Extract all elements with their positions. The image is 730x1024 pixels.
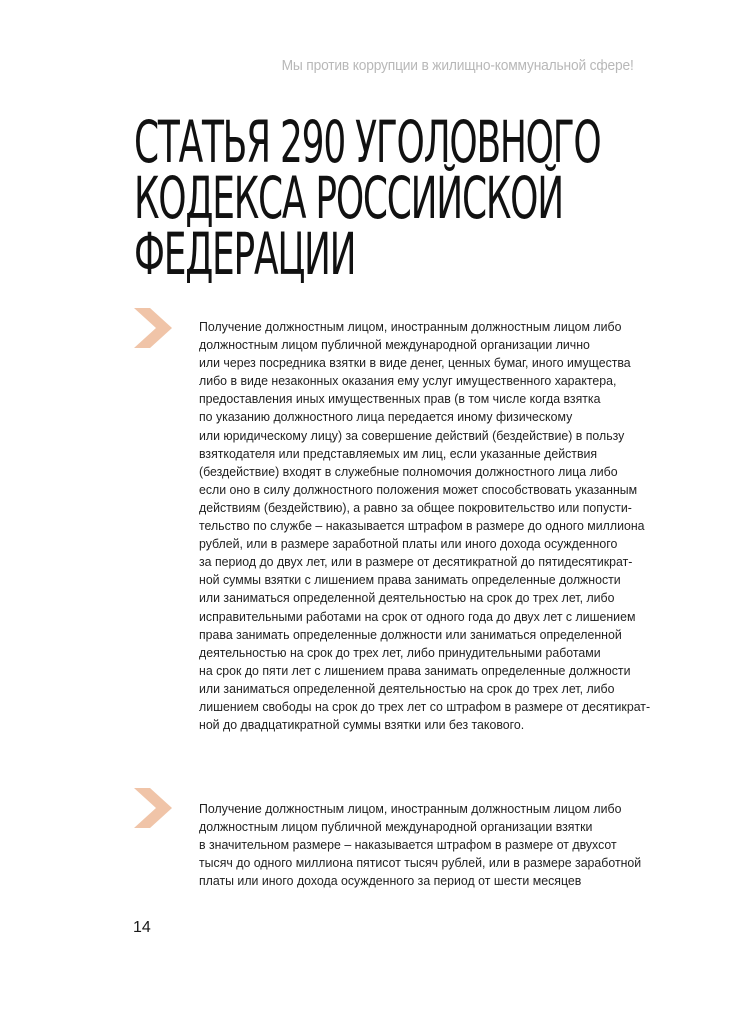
paragraph-line: ной суммы взятки с лишением права занимать определенные должности <box>199 573 621 588</box>
page-number: 14 <box>133 919 151 936</box>
paragraph-line: ной до двадцатикратной суммы взятки или без такового. <box>199 718 525 733</box>
paragraph-line: или юридическому лицу) за совершение действий (бездействие) в пользу <box>199 428 625 443</box>
running-header: Мы против коррупции в жилищно-коммунальной сфере! <box>281 57 634 74</box>
paragraph-line: или заниматься определенной деятельностью на срок до трех лет, либо <box>199 681 615 696</box>
paragraph-line: либо в виде незаконных оказания ему услуг имущественного характера, <box>199 374 617 389</box>
paragraph-line: за период до двух лет, или в размере от десятикратной до пятидесятикрат- <box>199 555 633 570</box>
paragraph-line: по указанию должностного лица передается иному физическому <box>199 410 573 425</box>
paragraph-line: рублей, или в размере заработной платы или иного дохода осужденного <box>199 537 618 552</box>
paragraph-line: на срок до пяти лет с лишением права занимать определенные должности <box>199 663 631 678</box>
paragraph-line: или заниматься определенной деятельностью на срок до трех лет, либо <box>199 591 615 606</box>
paragraph-line: Получение должностным лицом, иностранным должностным лицом либо <box>199 802 622 816</box>
paragraph-line: или через посредника взятки в виде денег, ценных бумаг, иного имущества <box>199 356 631 371</box>
paragraph-line: тысяч до одного миллиона пятисот тысяч рублей, или в размере заработной <box>199 856 642 871</box>
paragraph-line: Получение должностным лицом, иностранным должностным лицом либо <box>199 320 622 334</box>
paragraph-line: взяткодателя или представляемых им лиц, если указанные действия <box>199 446 598 461</box>
title-line: КОДЕКСА РОССИЙСКОЙ <box>134 164 563 232</box>
paragraph-line: если оно в силу должностного положения может способствовать указанным <box>199 482 638 497</box>
title-line: СТАТЬЯ 290 УГОЛОВНОГО <box>134 108 601 176</box>
paragraph-line: предоставления иных имущественных прав (в том числе когда взятка <box>199 392 601 407</box>
paragraph-1 <box>199 318 651 734</box>
title-line: ФЕДЕРАЦИИ <box>134 220 356 288</box>
paragraph-line: деятельностью на срок до трех лет, либо принудительными работами <box>199 645 601 660</box>
paragraph-line: платы или иного дохода осужденного за период от шести месяцев <box>199 874 582 889</box>
paragraph-line: тельство по службе – наказывается штрафом в размере до одного миллиона <box>199 519 645 534</box>
paragraph-line: (бездействие) входят в служебные полномочия должностного лица либо <box>199 464 618 479</box>
chevron-right-icon <box>132 306 174 350</box>
page-title <box>134 108 601 288</box>
chevron-right-icon <box>132 786 174 830</box>
paragraph-line: исправительными работами на срок от одного года до двух лет с лишением <box>199 609 636 624</box>
paragraph-line: лишением свободы на срок до трех лет со штрафом в размере от десятикрат- <box>199 699 651 714</box>
paragraph-line: права занимать определенные должности или заниматься определенной <box>199 627 622 642</box>
paragraph-line: должностным лицом публичной международной организации взятки <box>199 820 593 835</box>
paragraph-line: действиям (бездействию), а равно за общее покровительство или попусти- <box>199 500 632 515</box>
paragraph-line: должностным лицом публичной международной организации лично <box>199 338 590 353</box>
paragraph-2 <box>199 800 642 890</box>
paragraph-line: в значительном размере – наказывается штрафом в размере от двухсот <box>199 838 617 853</box>
